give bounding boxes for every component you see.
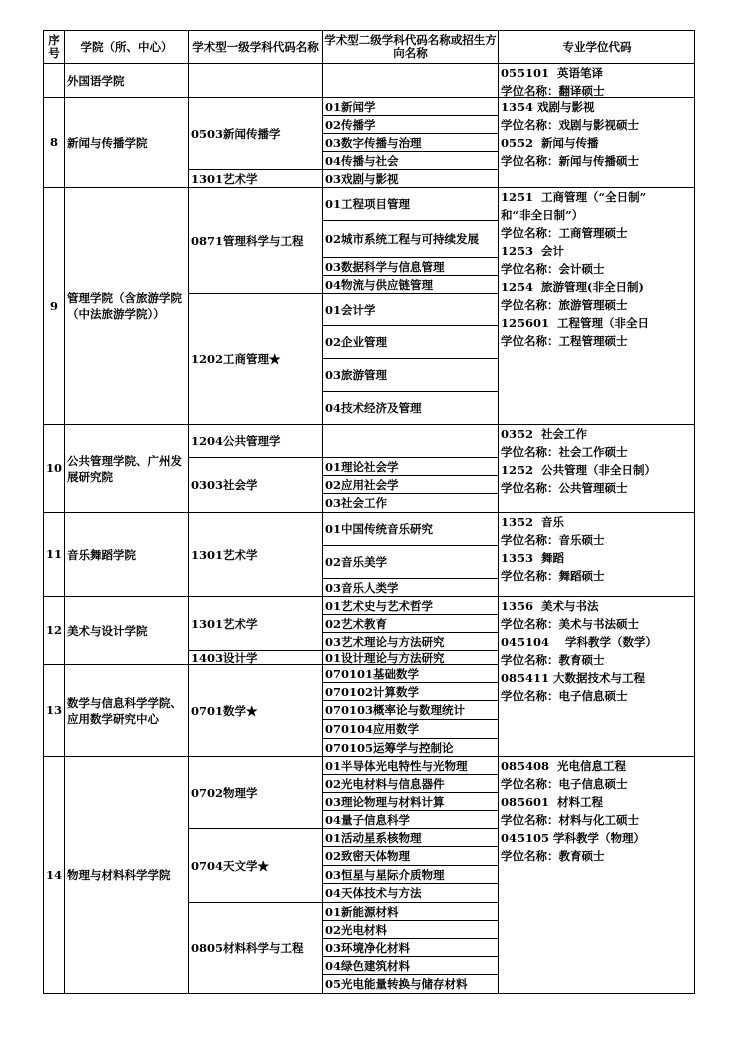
subject-item: 070105运筹学与控制论 (323, 739, 499, 757)
subject-item: 03数字传播与治理 (323, 134, 499, 152)
header-level2: 学术型二级学科代码名称或招生方向名称 (323, 31, 499, 64)
header-prof: 专业学位代码 (499, 31, 695, 64)
subject-item: 01艺术史与艺术哲学 (323, 597, 499, 615)
level1-cell: 1301艺术学 (189, 597, 323, 651)
seq-cell: 8 (44, 98, 65, 188)
subject-item: 01新闻学 (323, 98, 499, 116)
professional-degree-line: 1356 美术与书法 (501, 599, 599, 613)
subject-item: 01新能源材料 (323, 903, 499, 921)
header-level1: 学术型一级学科代码名称 (189, 31, 323, 64)
professional-degree-line: 055101 英语笔译 (501, 66, 604, 80)
subject-item: 03恒星与星际介质物理 (323, 866, 499, 884)
subject-item: 03理论物理与材料计算 (323, 793, 499, 811)
seq-cell (44, 64, 65, 98)
subject-item: 04量子信息科学 (323, 811, 499, 829)
subject-item: 01会计学 (323, 294, 499, 326)
professional-degree-line: 1352 音乐 (501, 515, 565, 529)
professional-degree-cell (499, 513, 695, 597)
professional-degree-line: 学位名称：戏剧与影视硕士 (501, 118, 639, 132)
level1-cell (189, 64, 323, 98)
subject-item: 070102计算数学 (323, 683, 499, 701)
professional-degree-line: 学位名称：电子信息硕士 (501, 777, 628, 791)
professional-degree-line: 学位名称：工程管理硕士 (501, 334, 628, 348)
professional-degree-line: 学位名称：社会工作硕士 (501, 445, 628, 459)
subject-item: 02音乐美学 (323, 546, 499, 579)
professional-degree-line: 学位名称：舞蹈硕士 (501, 569, 605, 583)
seq-cell: 12 (44, 597, 65, 665)
professional-degree-cell (499, 597, 695, 757)
subject-item: 04天体技术与方法 (323, 884, 499, 903)
subject-item: 01设计理论与方法研究 (323, 651, 499, 665)
header-seq: 序号 (44, 31, 65, 64)
level1-cell: 0702物理学 (189, 757, 323, 829)
professional-degree-line: 125601 工程管理（非全日 (501, 316, 650, 330)
level1-cell: 1301艺术学 (189, 513, 323, 597)
level1-cell: 1202工商管理★ (189, 294, 323, 425)
subject-item: 03旅游管理 (323, 359, 499, 392)
college-cell: 外国语学院 (65, 64, 189, 98)
seq-cell: 11 (44, 513, 65, 597)
subject-item: 03戏剧与影视 (323, 170, 499, 188)
level1-cell: 1301艺术学 (189, 170, 323, 188)
professional-degree-line: 1252 公共管理（非全日制） (501, 463, 657, 477)
level1-cell: 0701数学★ (189, 665, 323, 757)
level1-cell: 1403设计学 (189, 651, 323, 665)
professional-degree-line: 学位名称：会计硕士 (501, 262, 605, 276)
professional-degree-cell (499, 425, 695, 513)
subject-item: 04绿色建筑材料 (323, 957, 499, 975)
professional-degree-line: 和“非全日制”） (501, 208, 584, 222)
subject-item: 070104应用数学 (323, 720, 499, 739)
seq-cell: 10 (44, 425, 65, 513)
level1-cell: 0303社会学 (189, 458, 323, 513)
subject-item: 070103概率论与数理统计 (323, 701, 499, 720)
professional-degree-line: 1354 戏剧与影视 (501, 100, 595, 114)
professional-degree-cell (499, 757, 695, 993)
subject-item: 04物流与供应链管理 (323, 276, 499, 294)
professional-degree-line: 1353 舞蹈 (501, 551, 565, 565)
level1-cell: 1204公共管理学 (189, 425, 323, 458)
seq-cell: 9 (44, 188, 65, 425)
header-college: 学院（所、中心） (65, 31, 189, 64)
subject-item: 02应用社会学 (323, 476, 499, 494)
level1-cell: 0704天文学★ (189, 829, 323, 903)
level1-cell: 0871管理科学与工程 (189, 188, 323, 294)
subject-item: 03社会工作 (323, 494, 499, 513)
college-cell: 美术与设计学院 (65, 597, 189, 665)
subject-item: 02光电材料与信息器件 (323, 775, 499, 793)
professional-degree-line: 1254 旅游管理(非全日制) (501, 280, 644, 294)
professional-degree-line: 学位名称：教育硕士 (501, 653, 605, 667)
admissions-table (43, 30, 695, 994)
professional-degree-line: 045105 学科教学（物理） (501, 831, 646, 845)
professional-degree-line: 1253 会计 (501, 244, 565, 258)
professional-degree-cell (499, 64, 695, 98)
seq-cell: 14 (44, 757, 65, 993)
professional-degree-line: 0552 新闻与传播 (501, 136, 599, 150)
college-cell: 管理学院（含旅游学院（中法旅游学院）） (65, 188, 189, 425)
subject-item: 02城市系统工程与可持续发展 (323, 221, 499, 258)
subject-item: 04传播与社会 (323, 152, 499, 170)
professional-degree-line: 学位名称：教育硕士 (501, 849, 605, 863)
subject-item: 02企业管理 (323, 326, 499, 359)
professional-degree-line: 085601 材料工程 (501, 795, 604, 809)
subject-item: 01工程项目管理 (323, 188, 499, 221)
professional-degree-line: 学位名称：材料与化工硕士 (501, 813, 639, 827)
college-cell: 物理与材料科学学院 (65, 757, 189, 993)
college-cell: 公共管理学院、广州发展研究院 (65, 425, 189, 513)
level1-cell: 0805材料科学与工程 (189, 903, 323, 993)
professional-degree-line: 085408 光电信息工程 (501, 759, 627, 773)
professional-degree-line: 学位名称：公共管理硕士 (501, 481, 628, 495)
professional-degree-line: 045104 学科教学（数学） (501, 635, 658, 649)
professional-degree-cell (499, 98, 695, 188)
seq-cell: 13 (44, 665, 65, 757)
professional-degree-line: 学位名称：电子信息硕士 (501, 689, 628, 703)
college-cell: 音乐舞蹈学院 (65, 513, 189, 597)
subject-item: 03环境净化材料 (323, 939, 499, 957)
professional-degree-line: 学位名称：翻译硕士 (501, 84, 605, 98)
subject-item: 03艺术理论与方法研究 (323, 633, 499, 651)
subject-item: 01理论社会学 (323, 458, 499, 476)
subject-item: 04技术经济及管理 (323, 392, 499, 425)
subject-item: 03数据科学与信息管理 (323, 258, 499, 276)
level1-cell: 0503新闻传播学 (189, 98, 323, 170)
subject-item: 01中国传统音乐研究 (323, 513, 499, 546)
level2-cell (323, 64, 499, 98)
subject-item: 02光电材料 (323, 921, 499, 939)
professional-degree-line: 学位名称：美术与书法硕士 (501, 617, 639, 631)
professional-degree-line: 学位名称：新闻与传播硕士 (501, 154, 639, 168)
professional-degree-line: 学位名称：工商管理硕士 (501, 226, 628, 240)
subject-item: 070101基础数学 (323, 665, 499, 683)
subject-item: 02传播学 (323, 116, 499, 134)
level2-cell (323, 425, 499, 458)
college-cell: 新闻与传播学院 (65, 98, 189, 188)
subject-item: 01活动星系核物理 (323, 829, 499, 847)
professional-degree-line: 学位名称：旅游管理硕士 (501, 298, 628, 312)
professional-degree-line: 1251 工商管理（“全日制” (501, 190, 647, 204)
subject-item: 02艺术教育 (323, 615, 499, 633)
professional-degree-cell (499, 188, 695, 425)
college-cell: 数学与信息科学学院、应用数学研究中心 (65, 665, 189, 757)
professional-degree-line: 0352 社会工作 (501, 427, 588, 441)
professional-degree-line: 学位名称：音乐硕士 (501, 533, 605, 547)
professional-degree-line: 085411 大数据技术与工程 (501, 671, 646, 685)
subject-item: 03音乐人类学 (323, 579, 499, 597)
subject-item: 05光电能量转换与储存材料 (323, 975, 499, 993)
subject-item: 02致密天体物理 (323, 847, 499, 866)
subject-item: 01半导体光电特性与光物理 (323, 757, 499, 775)
